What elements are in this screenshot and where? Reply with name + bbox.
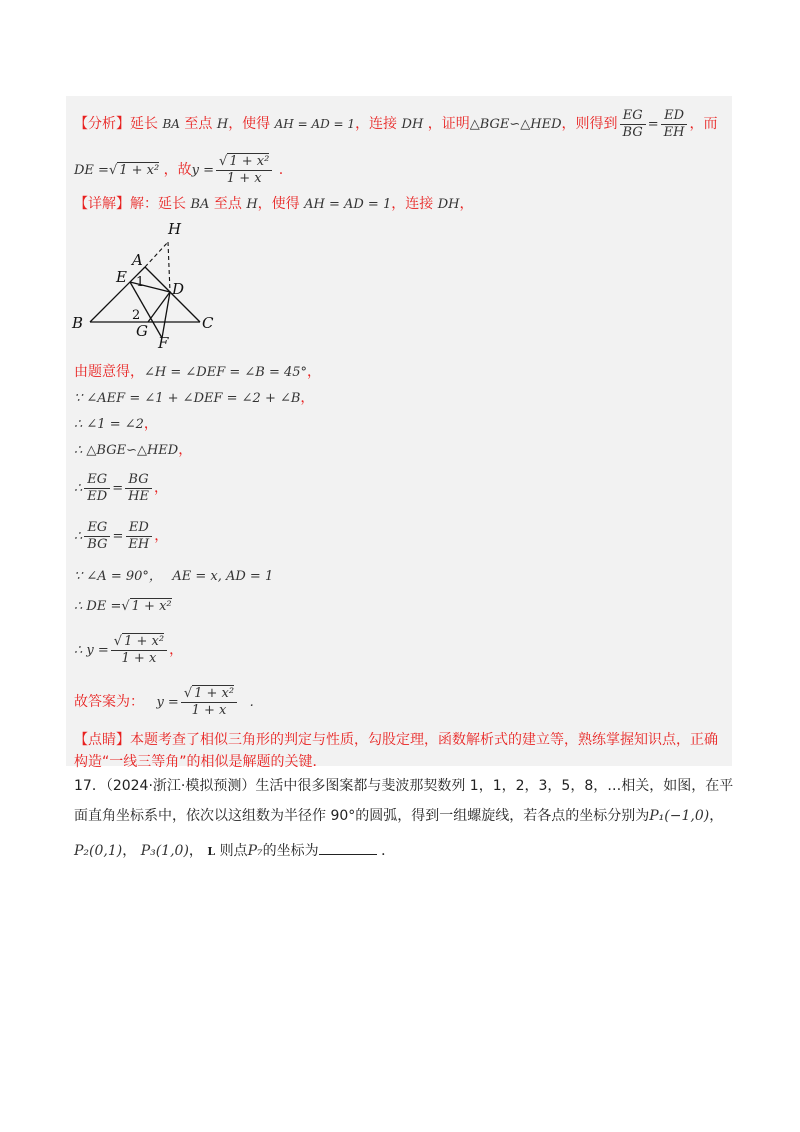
- radicand: 1 + x²: [119, 163, 160, 178]
- math-similar: △BGE∽△HED: [469, 117, 562, 132]
- detail-text: 解：延长: [130, 196, 186, 212]
- math-ba: BA: [190, 197, 210, 212]
- label-e: E: [116, 268, 127, 286]
- math-y: y =: [191, 163, 215, 178]
- punct: ，: [143, 416, 158, 432]
- label-angle-1: 1: [136, 275, 145, 290]
- point-p3: P₃(1,0): [140, 843, 189, 859]
- problem-text: 生活中很多图案都与斐波那契数列 1，1，2，3，5，8，…相关，如图，在平: [255, 778, 734, 794]
- step-text: 由题意得，: [74, 364, 144, 380]
- fraction: $\frac{EG}{BG}$: [620, 108, 646, 141]
- point-p1: P₁(−1,0): [649, 808, 710, 824]
- problem-text: 的坐标为: [262, 843, 319, 859]
- step-math: ∵ ∠A = 90°，: [74, 569, 162, 584]
- answer-line: [74, 682, 254, 722]
- punct: ，: [153, 480, 168, 496]
- step-math: ∠H = ∠DEF = ∠B = 45°: [144, 365, 308, 380]
- label-f: F: [158, 334, 169, 350]
- label-h: H: [168, 220, 182, 238]
- analysis-text: ，而: [689, 116, 718, 132]
- math-dh: DH: [437, 197, 460, 212]
- math-de: DE =: [74, 163, 109, 178]
- analysis-text: ，故: [163, 162, 192, 178]
- step-4: [74, 440, 192, 461]
- segment-dg: [148, 292, 170, 322]
- punct: ，: [300, 390, 315, 406]
- segment-ah: [145, 242, 168, 267]
- analysis-text: ，证明: [427, 116, 470, 132]
- problem-text: 面直角坐标系中，依次以这组数为半径作 90°的圆弧，得到一组螺旋线，若各点的坐标分别为: [74, 808, 650, 824]
- answer-label: 故答案为：: [74, 694, 144, 710]
- math-h: H: [246, 197, 258, 212]
- math-dh: DH: [401, 117, 424, 132]
- math-ba: BA: [162, 117, 180, 131]
- detail-tag: 【详解】: [74, 196, 130, 212]
- analysis-text: .: [278, 162, 284, 178]
- punct: ，: [122, 843, 137, 859]
- punct: ，: [709, 808, 724, 824]
- step-1: [74, 362, 321, 383]
- step-math: ∴ DE =: [74, 599, 122, 614]
- comment-text: 构造“一线三等角”的相似是解题的关键．: [74, 754, 327, 770]
- punct: ，: [154, 528, 169, 544]
- detail-text: ，连接: [391, 196, 434, 212]
- fraction: $\frac{EG}{ED}$: [84, 472, 110, 505]
- step-math: ∴ △BGE∽△HED: [74, 443, 179, 458]
- math-ah-ad: AH = AD = 1: [274, 117, 356, 131]
- ellipsis: L: [207, 845, 216, 858]
- problem-number: 17．: [74, 778, 106, 794]
- segment-df: [162, 292, 170, 338]
- step-3: [74, 414, 158, 435]
- analysis-text: ，使得: [228, 116, 271, 132]
- detail-line: [74, 194, 473, 215]
- label-c: C: [202, 314, 214, 332]
- label-b: B: [72, 314, 84, 332]
- fraction: $\frac{\text{√ 1 + x²}}{1 + x}$: [181, 686, 237, 719]
- step-math: ∴ y =: [74, 643, 109, 658]
- comment-line-1: [74, 730, 718, 750]
- math-h: H: [216, 117, 229, 132]
- punct: ，: [169, 642, 184, 658]
- point-p2: P₂(0,1): [74, 843, 123, 859]
- analysis-text: 延长: [130, 116, 158, 132]
- analysis-line-1: [74, 104, 717, 144]
- problem17-line-2: [74, 806, 723, 826]
- answer-blank[interactable]: [319, 840, 377, 855]
- point-p7: P₇: [247, 843, 263, 859]
- fraction: $\frac{ED}{EH}$: [661, 108, 688, 141]
- analysis-tag: 【分析】: [74, 116, 130, 132]
- step-math: ∵ ∠AEF = ∠1 + ∠DEF = ∠2 + ∠B: [74, 391, 301, 406]
- fraction: $\frac{BG}{HE}$: [125, 472, 152, 505]
- fraction: $\frac{\text{√ 1 + x²}}{1 + x}$: [216, 154, 272, 187]
- equals: =: [647, 117, 659, 132]
- comment-tag: 【点睛】: [74, 732, 130, 748]
- punct: ．: [381, 843, 396, 859]
- therefore: ∴: [74, 529, 83, 544]
- radicand: 1 + x²: [131, 599, 172, 614]
- detail-text: 至点: [213, 196, 242, 212]
- fraction: $\frac{\text{√ 1 + x²}}{1 + x}$: [111, 634, 167, 667]
- analysis-text: ，则得到: [561, 116, 618, 132]
- fraction: $\frac{EG}{BG}$: [84, 520, 110, 553]
- step-6: ∴ $\frac{EG}{BG}$ = $\frac{ED}{EH}$ ，: [74, 519, 169, 552]
- punct: ，: [178, 442, 193, 458]
- detail-text: ，使得: [257, 196, 300, 212]
- problem17-line-3: [74, 840, 395, 862]
- step-2: [74, 388, 314, 409]
- analysis-line-2: DE =√ 1 + x² ，故y = $\frac{\text{√ 1 + x²}}{1 + x}$ .: [74, 153, 284, 186]
- math-ah-ad: AH = AD = 1: [304, 197, 392, 212]
- step-math: y =: [156, 695, 179, 710]
- detail-text: ，: [459, 196, 474, 212]
- punct: ，: [188, 843, 203, 859]
- comment-line-2: [74, 752, 327, 772]
- fraction: $\frac{ED}{EH}$: [125, 520, 152, 553]
- punct: .: [249, 695, 254, 710]
- therefore: ∴: [74, 481, 83, 496]
- label-d: D: [172, 280, 185, 298]
- problem17-line-1: [74, 776, 733, 796]
- problem-text: 则点: [219, 843, 248, 859]
- comment-text: 本题考查了相似三角形的判定与性质，勾股定理，函数解析式的建立等，熟练掌握知识点，正确: [130, 732, 718, 748]
- step-5: ∴ $\frac{EG}{ED}$ = $\frac{BG}{HE}$ ，: [74, 471, 168, 504]
- label-g: G: [136, 322, 148, 340]
- step-7: [74, 566, 273, 587]
- analysis-text: ，连接: [355, 116, 398, 132]
- segment-hd: [168, 242, 170, 292]
- geometry-figure: [70, 220, 220, 350]
- problem-source: （2024·浙江·模拟预测）: [105, 778, 256, 794]
- label-angle-2: 2: [132, 308, 141, 323]
- label-a: A: [132, 251, 143, 269]
- step-9: [74, 630, 183, 670]
- analysis-text: 至点: [184, 116, 213, 132]
- step-math: ∴ ∠1 = ∠2: [74, 417, 144, 432]
- step-math: AE = x, AD = 1: [172, 569, 274, 584]
- step-8: ∴ DE =√ 1 + x²: [74, 599, 172, 614]
- punct: ，: [307, 364, 322, 380]
